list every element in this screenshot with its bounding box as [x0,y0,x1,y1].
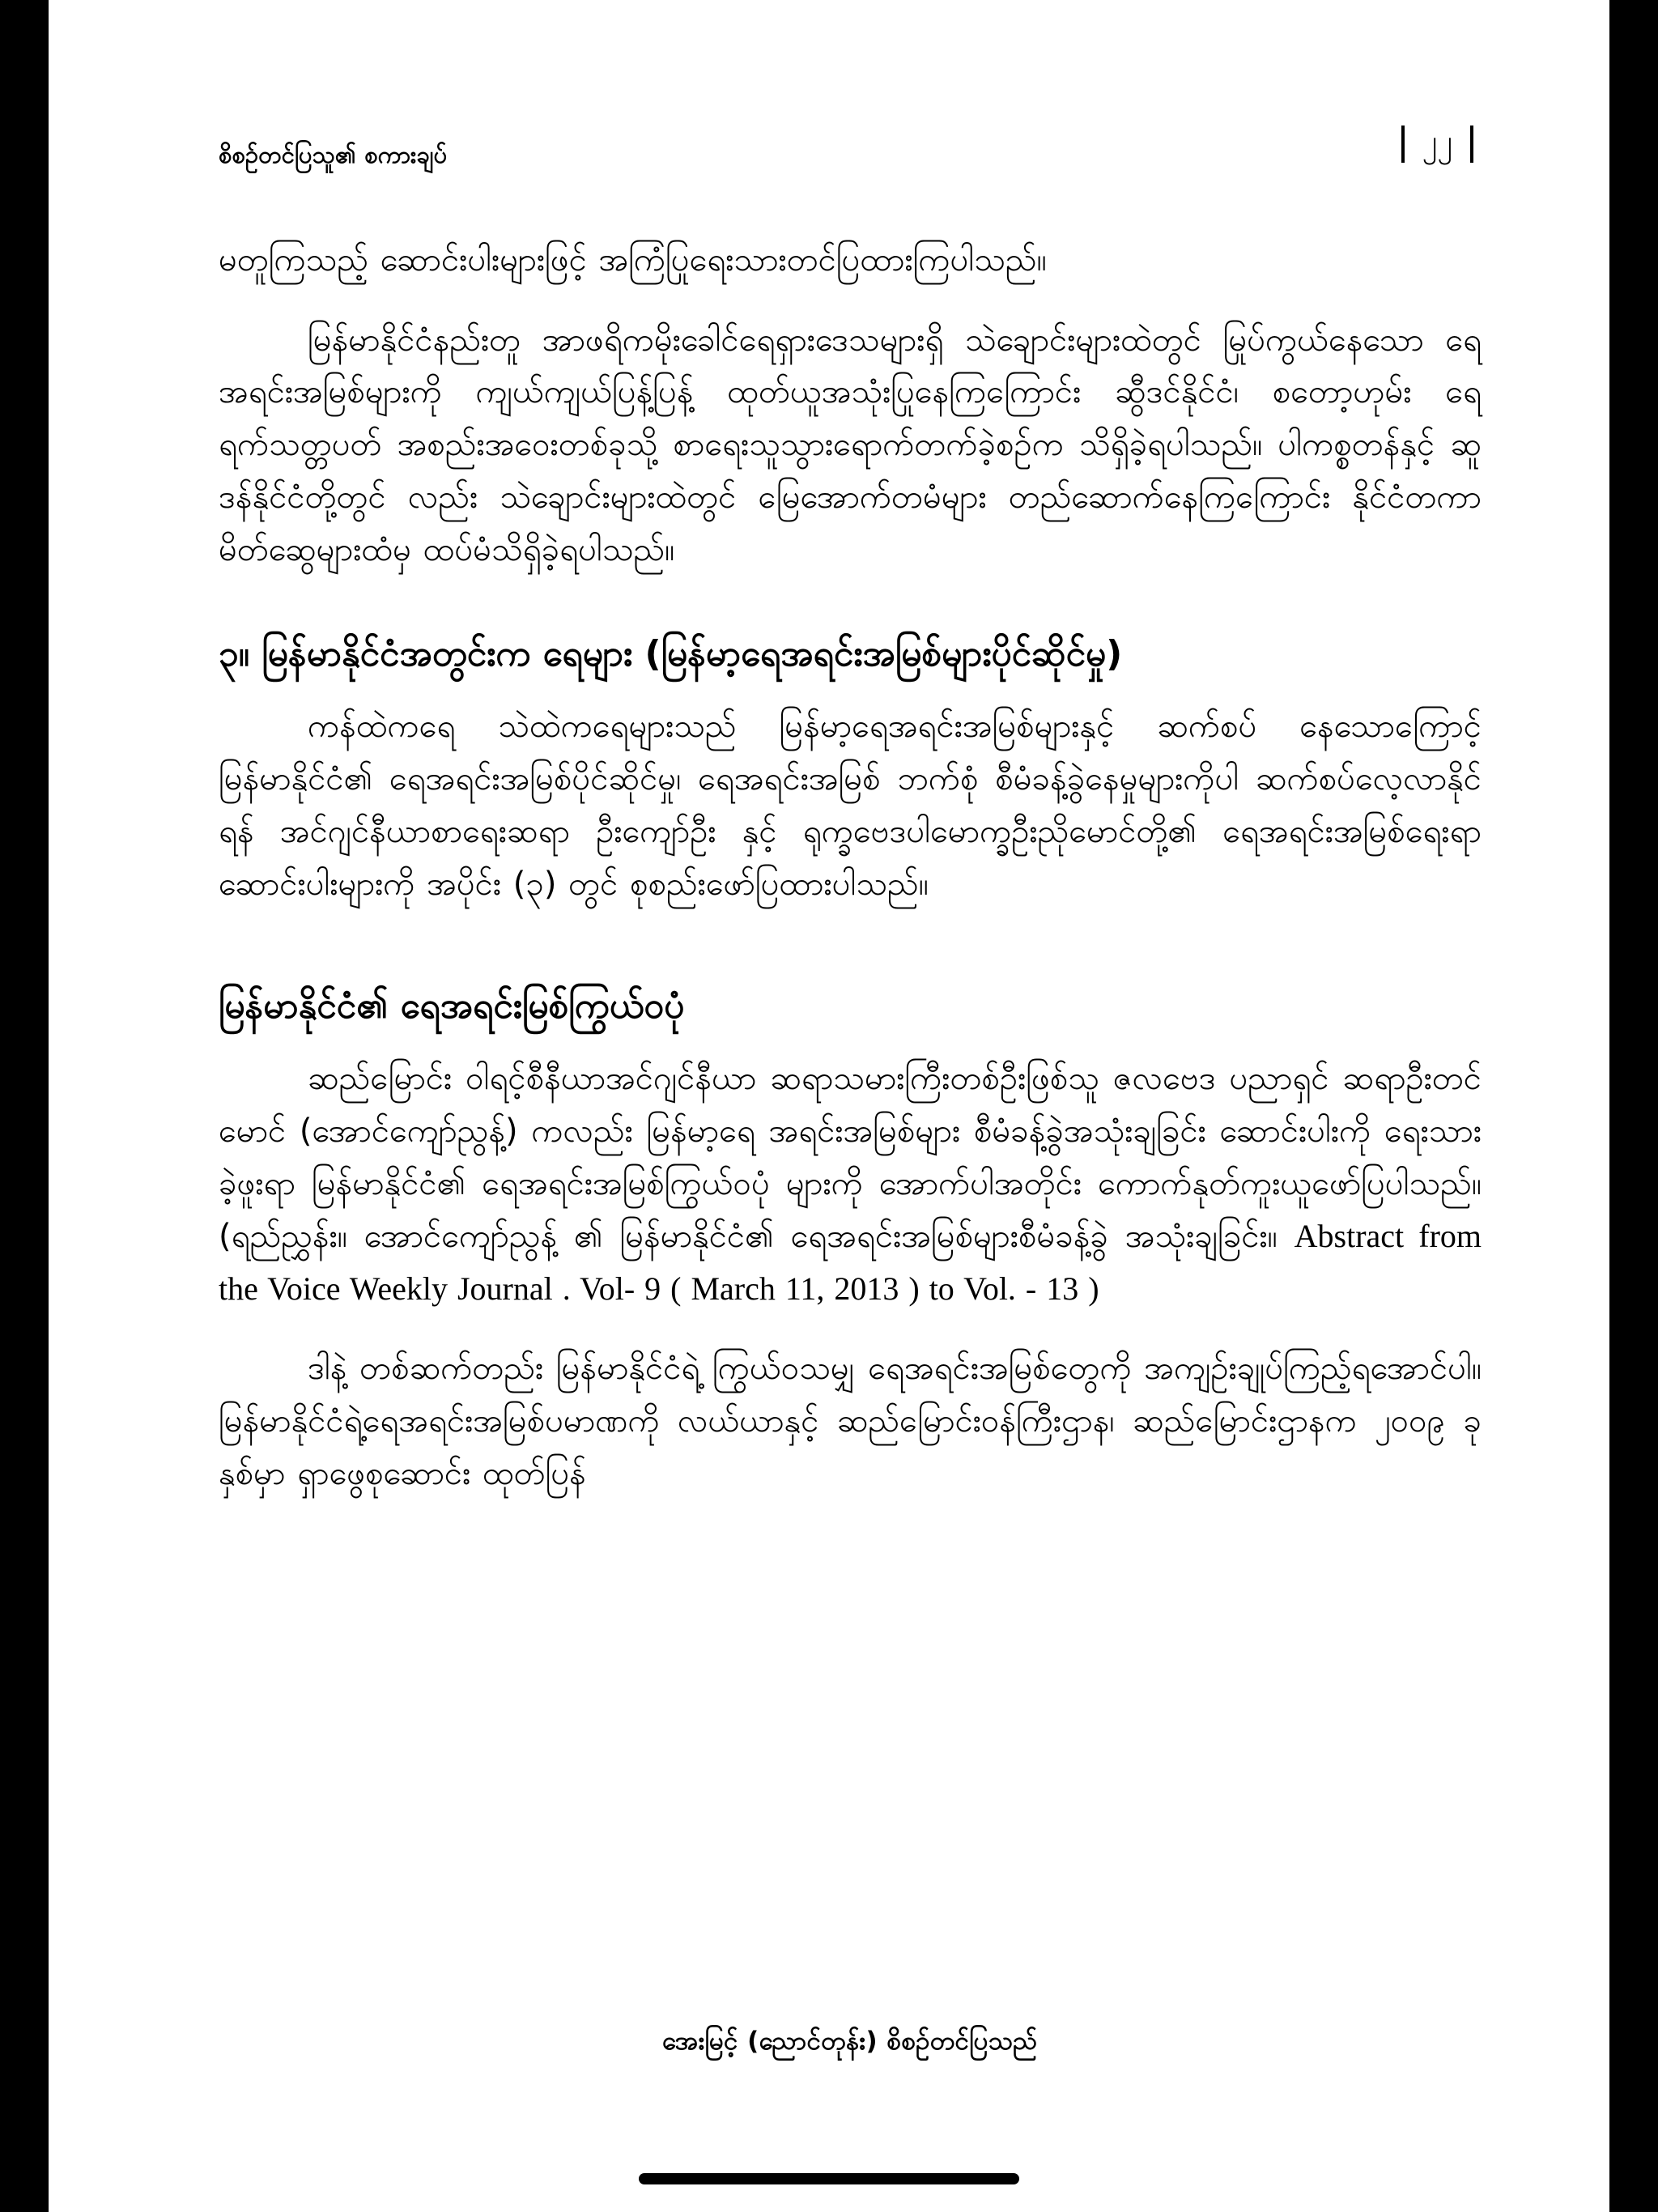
paragraph-4 [219,1053,1482,1315]
section-heading-1: ၃။ မြန်မာနိုင်ငံအတွင်းက ရေများ (မြန်မာ့ရေအရင်းအမြစ်များပိုင်ဆိုင်မှု) [219,632,1123,674]
paragraph-1: မတူကြသည့် ဆောင်းပါးများဖြင့် အကြံပြုရေးသားတင်ပြထားကြပါသည်။ [219,240,1047,279]
home-indicator[interactable] [639,2173,1019,2184]
paragraph-3: ကန်ထဲကရေ သဲထဲကရေများသည် မြန်မာ့ရေအရင်းအမြစ်များနှင့် ဆက်စပ် နေသောကြောင့် မြန်မာနိုင်ငံ၏ ရေအရင်းအမြစ်ပိုင်ဆိုင်မှု၊ ရေအရင်းအမြစ် ဘက်စုံ စီမံခန့်ခွဲနေမှုများကိုပါ ဆက်စပ်လေ့လာနိုင်ရန် အင်ဂျင်နီယာစာရေးဆရာ ဦးကျော်ဦး နှင့် ရုက္ခဗေဒပါမောက္ခဦးညိုမောင်တို့၏ ရေအရင်းအမြစ်ရေးရာ ဆောင်းပါးများကို အပိုင်း (၃) တွင် စုစည်းဖော်ပြထားပါသည်။ [219,708,1482,903]
paragraph-2: မြန်မာနိုင်ငံနည်းတူ အာဖရိကမိုးခေါင်ရေရှားဒေသများရှိ သဲချောင်းများထဲတွင် မြုပ်ကွယ်နေသော ရေအရင်းအမြစ်များကို ကျယ်ကျယ်ပြန့်ပြန့် ထုတ်ယူအသုံးပြုနေကြကြောင်း ဆွီဒင်နိုင်ငံ၊ စတော့ဟုမ်း ရေရက်သတ္တပတ် အစည်းအဝေးတစ်ခုသို့ စာရေးသူသွားရောက်တက်ခဲ့စဉ်က သိရှိခဲ့ရပါသည်။ ပါကစ္စတန်နှင့် ဆူဒန်နိုင်ငံတို့တွင် လည်း သဲချောင်းများထဲတွင် မြေအောက်တမံများ တည်ဆောက်နေကြကြောင်း နိုင်ငံတကာ မိတ်ဆွေများထံမှ ထပ်မံသိရှိခဲ့ရပါသည်။ [219,321,1482,568]
page-footer: အေးမြင့် (ညောင်တုန်း) စိစဉ်တင်ပြသည် [662,2027,1038,2056]
page-number-value: ၂၂ [1422,123,1452,159]
page-number [1401,121,1482,167]
page-content [219,121,1482,1508]
document-page [49,0,1609,2212]
page-number-left-rule-icon [1401,125,1405,163]
page-number-right-rule-icon [1470,125,1473,163]
section-heading-2: မြန်မာနိုင်ငံ၏ ရေအရင်းမြစ်ကြွယ်ဝပုံ [219,985,685,1027]
page-header [219,121,1482,169]
running-head: စိစဉ်တင်ပြသူ၏ စကားချပ် [219,141,448,168]
paragraph-5: ဒါနဲ့ တစ်ဆက်တည်း မြန်မာနိုင်ငံရဲ့ ကြွယ်ဝသမျှ ရေအရင်းအမြစ်တွေကို အကျဉ်းချုပ်ကြည့်ရအောင်ပါ။ မြန်မာနိုင်ငံရဲ့ရေအရင်းအမြစ်ပမာဏကို လယ်ယာနှင့် ဆည်မြောင်းဝန်ကြီးဌာန၊ ဆည်မြောင်းဌာနက ၂၀၀၉ ခုနှစ်မှာ ရှာဖွေစုဆောင်း ထုတ်ပြန် [219,1350,1482,1492]
paragraph-4-citation: Abstract from the Voice Weekly Journal . Vol- 9 ( March 11, 2013 ) to Vol. - 13 ) [219,1217,1482,1307]
paragraph-4-text: ဆည်မြောင်း ဝါရင့်စီနီယာအင်ဂျင်နီယာ ဆရာသမားကြီးတစ်ဦးဖြစ်သူ ဇလဗေဒ ပညာရှင် ဆရာဦးတင်မောင် (အောင်ကျော်ညွန့်) ကလည်း မြန်မာ့ရေ အရင်းအမြစ်များ စီမံခန့်ခွဲအသုံးချခြင်း ဆောင်းပါးကို ရေးသားခဲ့ဖူးရာ မြန်မာနိုင်ငံ၏ ရေအရင်းအမြစ်ကြွယ်ဝပုံ များကို အောက်ပါအတိုင်း ကောက်နုတ်ကူးယူဖော်ပြပါသည်။ (ရည်ညွှန်း။ အောင်ကျော်ညွန့် ၏ မြန်မာနိုင်ငံ၏ ရေအရင်းအမြစ်များစီမံခန့်ခွဲ အသုံးချခြင်း။ [219,1060,1482,1255]
